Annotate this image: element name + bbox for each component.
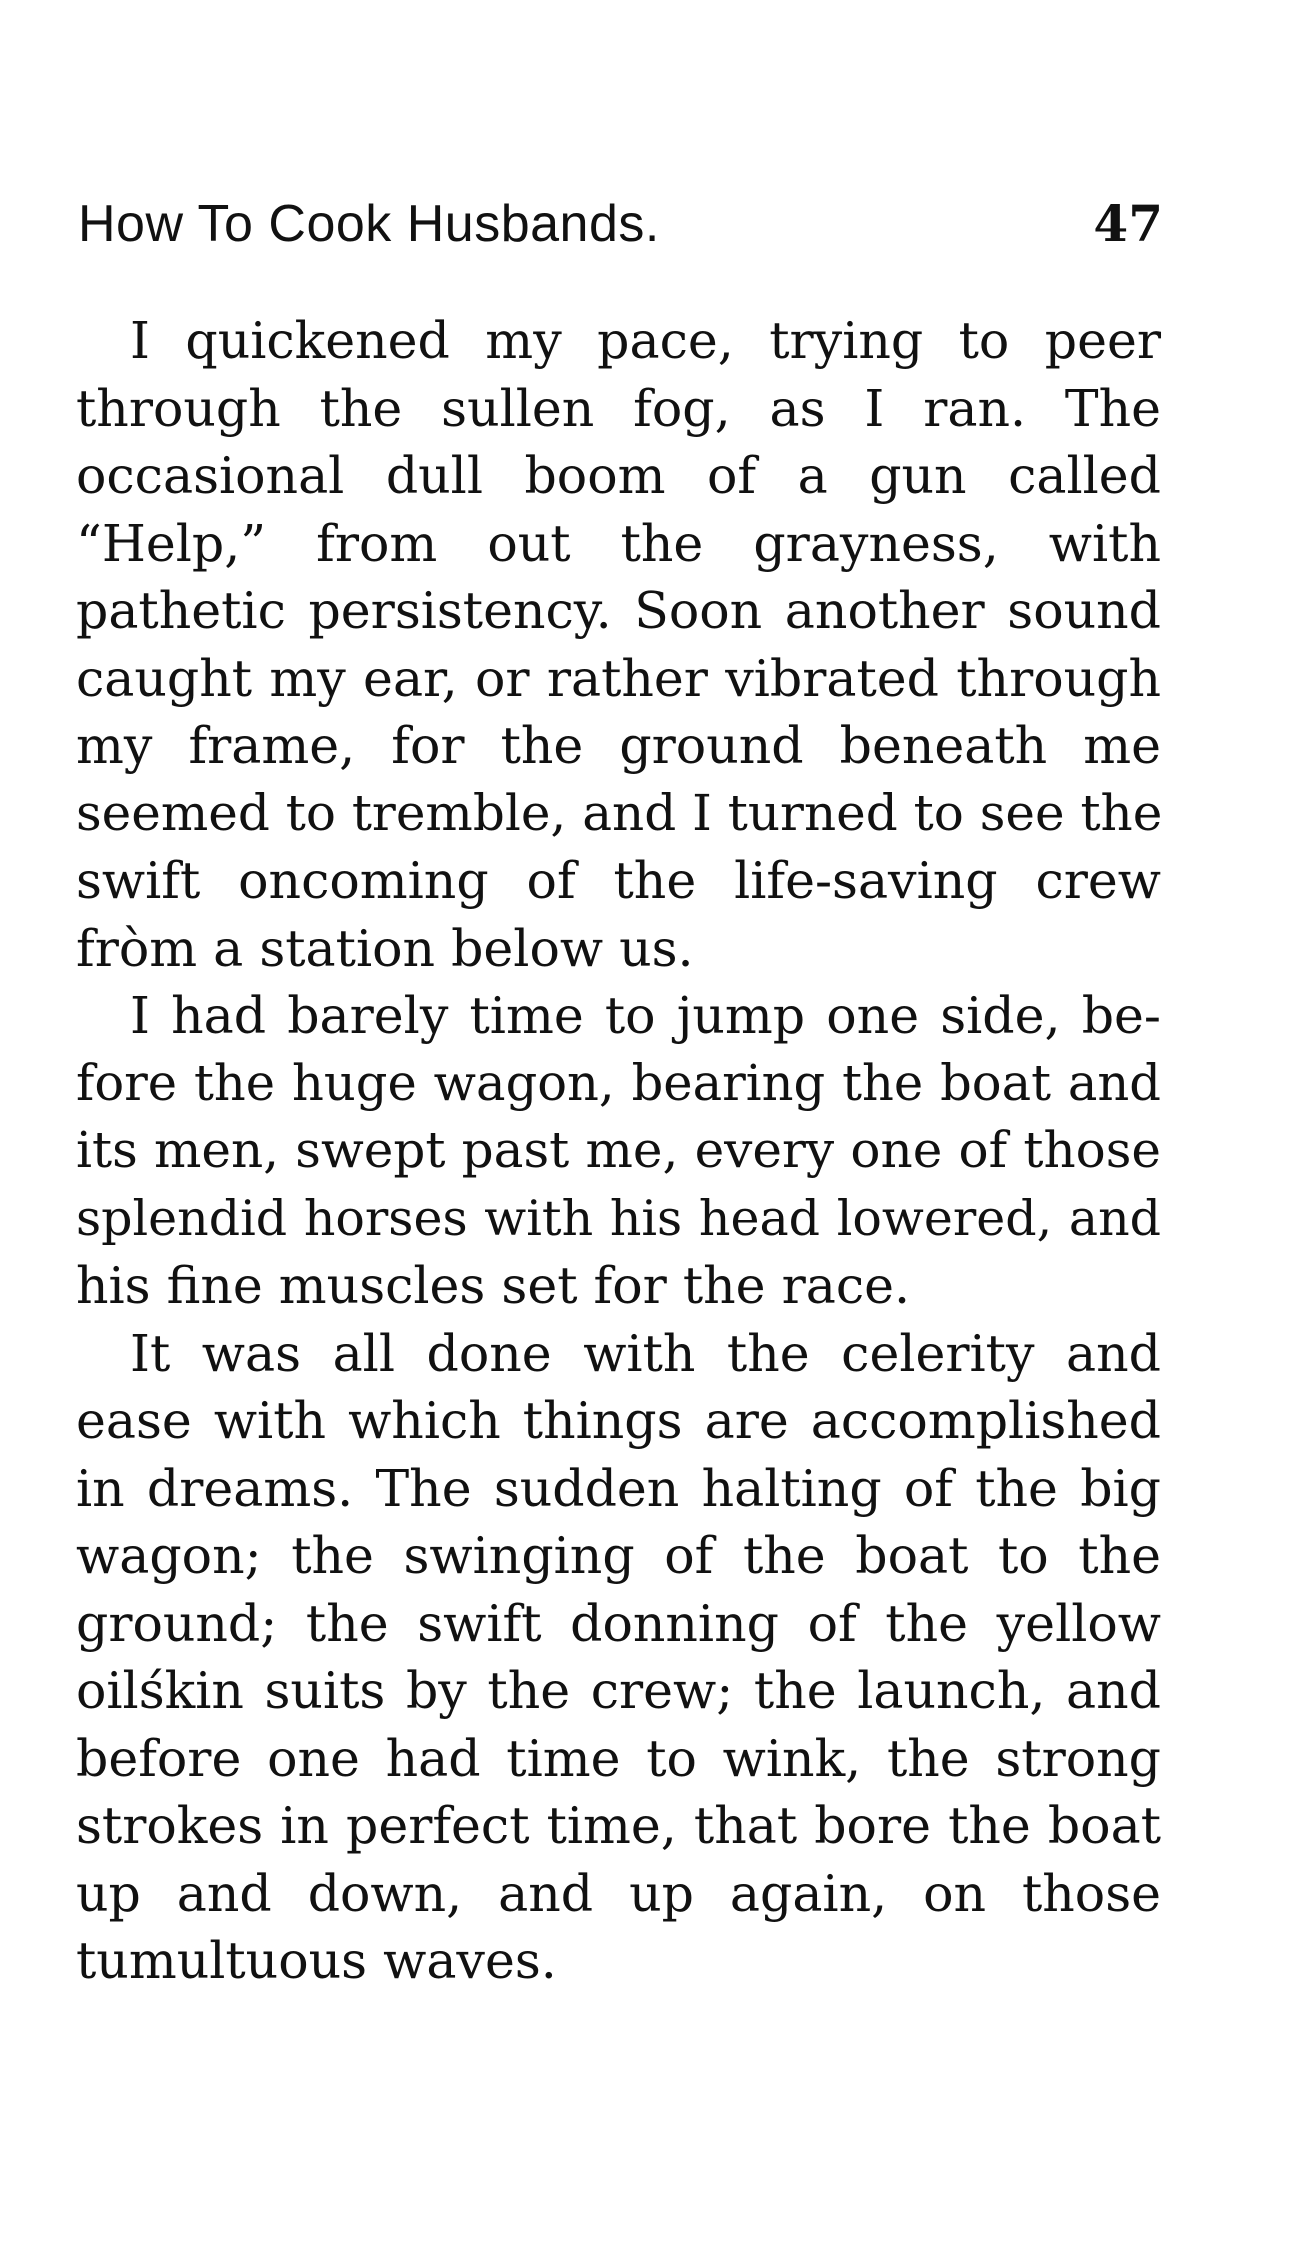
text-line: before one had time to wink, the strong bbox=[76, 1728, 1161, 1788]
text-line: caught my ear, or rather vibrated through bbox=[76, 648, 1161, 708]
text-line-content: I had barely time to jump one side, be- bbox=[130, 986, 1161, 1045]
text-line: through the sullen fog, as I ran. The bbox=[76, 378, 1161, 438]
text-line: his fine muscles set for the race. bbox=[76, 1256, 911, 1315]
text-line: oilśkin suits by the crew; the launch, and bbox=[76, 1661, 1161, 1720]
paragraph-3 bbox=[76, 1320, 1161, 1995]
text-line: fròm a station below us. bbox=[76, 918, 694, 978]
running-header bbox=[78, 182, 1163, 266]
text-line: my frame, for the ground beneath me bbox=[76, 716, 1161, 775]
text-line: pathetic persistency. Soon another sound bbox=[76, 581, 1161, 640]
text-line-content: It was all done with the celerity and bbox=[130, 1323, 1161, 1383]
text-line: ease with which things are accomplished bbox=[76, 1391, 1161, 1450]
text-line: tumultuous waves. bbox=[76, 1931, 557, 1990]
text-line: occasional dull boom of a gun called bbox=[76, 446, 1161, 505]
text-line: swift oncoming of the life-saving crew bbox=[76, 851, 1161, 910]
text-line-content: I quickened my pace, trying to peer bbox=[130, 311, 1161, 370]
body-text bbox=[76, 307, 1161, 1995]
text-line: strokes in perfect time, that bore the boat bbox=[76, 1796, 1161, 1855]
text-line: up and down, and up again, on those bbox=[76, 1863, 1161, 1923]
text-line: “Help,” from out the grayness, with bbox=[76, 513, 1161, 573]
text-line: in dreams. The sudden halting of the big bbox=[76, 1458, 1161, 1518]
text-line: seemed to tremble, and I turned to see the bbox=[76, 783, 1163, 842]
text-line: fore the huge wagon, bearing the boat and bbox=[76, 1053, 1161, 1112]
text-line: wagon; the swinging of the boat to the bbox=[76, 1526, 1161, 1585]
text-line: splendid horses with his head lowered, and bbox=[76, 1189, 1161, 1247]
paragraph-1 bbox=[76, 307, 1161, 982]
text-line bbox=[76, 307, 1161, 375]
text-line: its men, swept past me, every one of those bbox=[76, 1121, 1161, 1179]
text-line bbox=[76, 1320, 1161, 1388]
text-line bbox=[76, 982, 1161, 1050]
running-title: How To Cook Husbands. bbox=[78, 195, 660, 253]
page-number: 47 bbox=[1093, 194, 1163, 253]
text-line: ground; the swift donning of the yellow bbox=[76, 1593, 1161, 1653]
paragraph-2 bbox=[76, 982, 1161, 1320]
